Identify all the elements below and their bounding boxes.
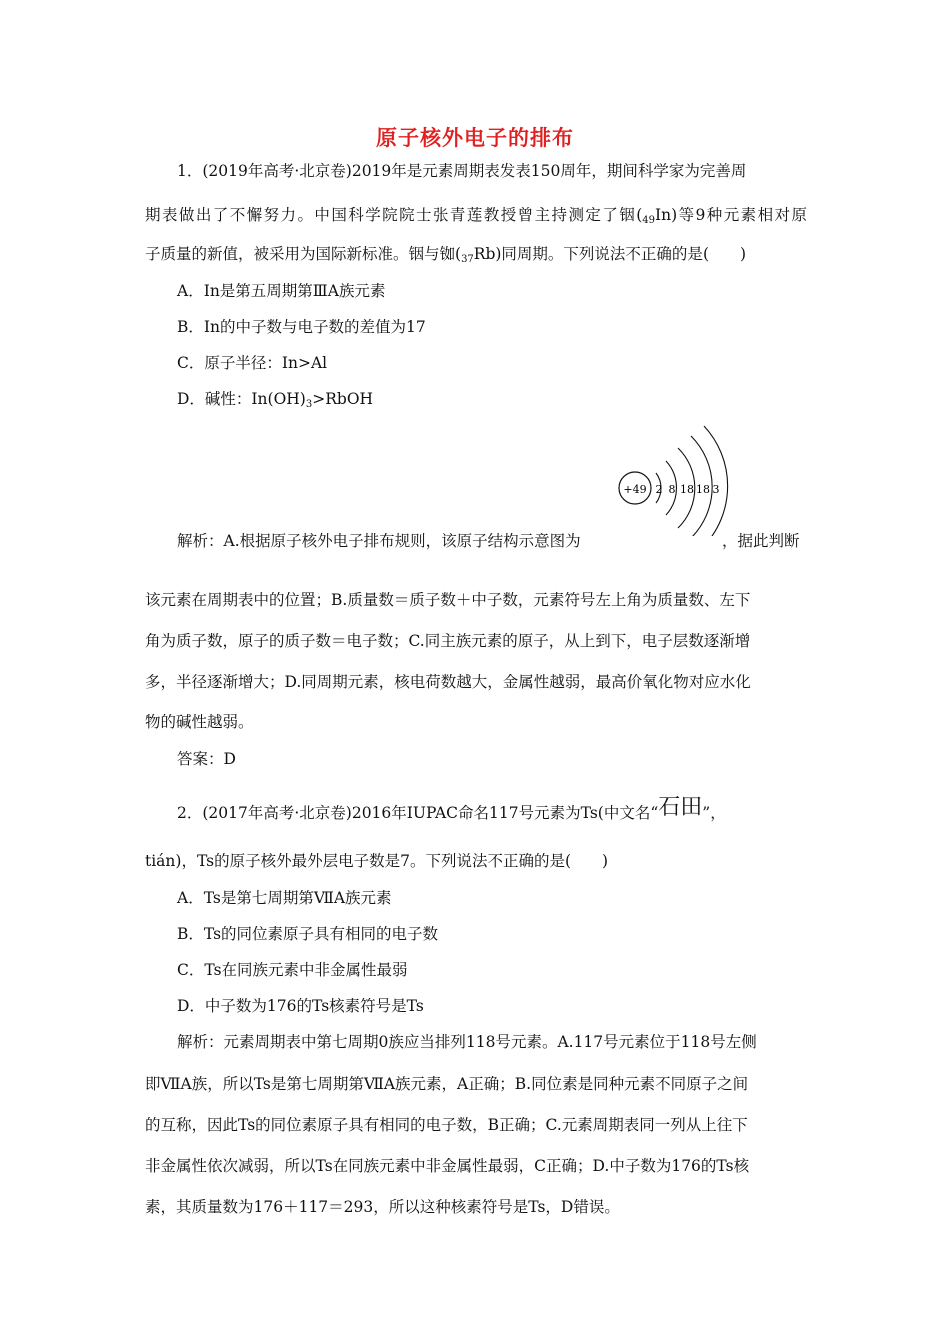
shell-count-2: 8 xyxy=(668,483,676,496)
q2-option-c: C．Ts在同族元素中非金属性最弱 xyxy=(177,961,408,979)
q2-analysis-line2: 即ⅦA族，所以Ts是第七周期第ⅦA族元素，A正确；B.同位素是同种元素不同原子之间 xyxy=(145,1075,749,1093)
q1-option-c: C．原子半径：In>Al xyxy=(177,354,328,372)
q1-analysis-line4: 多，半径逐渐增大；D.同周期元素，核电荷数越大，金属性越弱，最高价氧化物对应水化 xyxy=(145,673,751,691)
atom-structure-diagram xyxy=(612,418,732,536)
q2-analysis-line1: 解析：元素周期表中第七周期0族应当排列118号元素。A.117号元素位于118号左侧 xyxy=(177,1033,757,1051)
q1-option-a: A．In是第五周期第ⅢA族元素 xyxy=(177,282,386,300)
q1-option-b: B．In的中子数与电子数的差值为17 xyxy=(177,318,426,336)
q2-option-a: A．Ts是第七周期第ⅦA族元素 xyxy=(177,889,392,907)
q1-answer: 答案：D xyxy=(177,750,236,768)
q1-analysis-lead: 解析：A.根据原子核外电子排布规则，该原子结构示意图为 xyxy=(177,532,581,550)
tian-character: 石田 xyxy=(658,795,703,820)
q1-analysis-line2: 该元素在周期表中的位置；B.质量数＝质子数＋中子数，元素符号左上角为质量数、左下 xyxy=(145,591,751,609)
q1-stem-line2: 期表做出了不懈努力。中国科学院院士张青莲教授曾主持测定了铟$(_{49}In)$等9种元素相对原 xyxy=(145,206,807,226)
q2-option-b: B．Ts的同位素原子具有相同的电子数 xyxy=(177,925,439,943)
q2-analysis-line3: 的互称，因此Ts的同位素原子具有相同的电子数，B正确；C.元素周期表同一列从上往下 xyxy=(145,1116,748,1134)
q2-stem-line2: tián)，Ts的原子核外最外层电子数是7。下列说法不正确的是( ) xyxy=(145,852,609,870)
shell-count-1: 2 xyxy=(655,483,663,496)
shell-count-4: 18 xyxy=(696,483,710,496)
q1-stem-line3: 子质量的新值，被采用为国际新标准。铟与铷$(_{37}Rb)$同周期。下列说法不正确的是( ) xyxy=(145,245,747,265)
shell-count-5: 3 xyxy=(712,483,720,496)
shell-count-3: 18 xyxy=(680,483,694,496)
nucleus-charge: +49 xyxy=(623,483,647,496)
q2-stem-line1: 2．(2017年高考·北京卷)2016年IUPAC命名117号元素为Ts(中文名“石田”， xyxy=(177,795,726,822)
q1-analysis-tail: ，据此判断 xyxy=(722,532,800,550)
page-title: 原子核外电子的排布 xyxy=(376,126,574,150)
q1-option-d: D．碱性：$In(OH)_3>RbOH$ xyxy=(177,390,374,410)
q1-analysis-line3: 角为质子数，原子的质子数＝电子数；C.同主族元素的原子，从上到下，电子层数逐渐增 xyxy=(145,632,751,650)
q2-analysis-line5: 素，其质量数为176＋117＝293，所以这种核素符号是Ts，D错误。 xyxy=(145,1198,620,1216)
q1-stem-line1: 1．(2019年高考·北京卷)2019年是元素周期表发表150周年，期间科学家为完善周 xyxy=(177,162,747,180)
q2-analysis-line4: 非金属性依次减弱，所以Ts在同族元素中非金属性最弱，C正确；D.中子数为176的Ts核 xyxy=(145,1157,750,1175)
q2-option-d: D．中子数为176的Ts核素符号是Ts xyxy=(177,997,424,1015)
q1-analysis-line5: 物的碱性越弱。 xyxy=(145,713,254,731)
